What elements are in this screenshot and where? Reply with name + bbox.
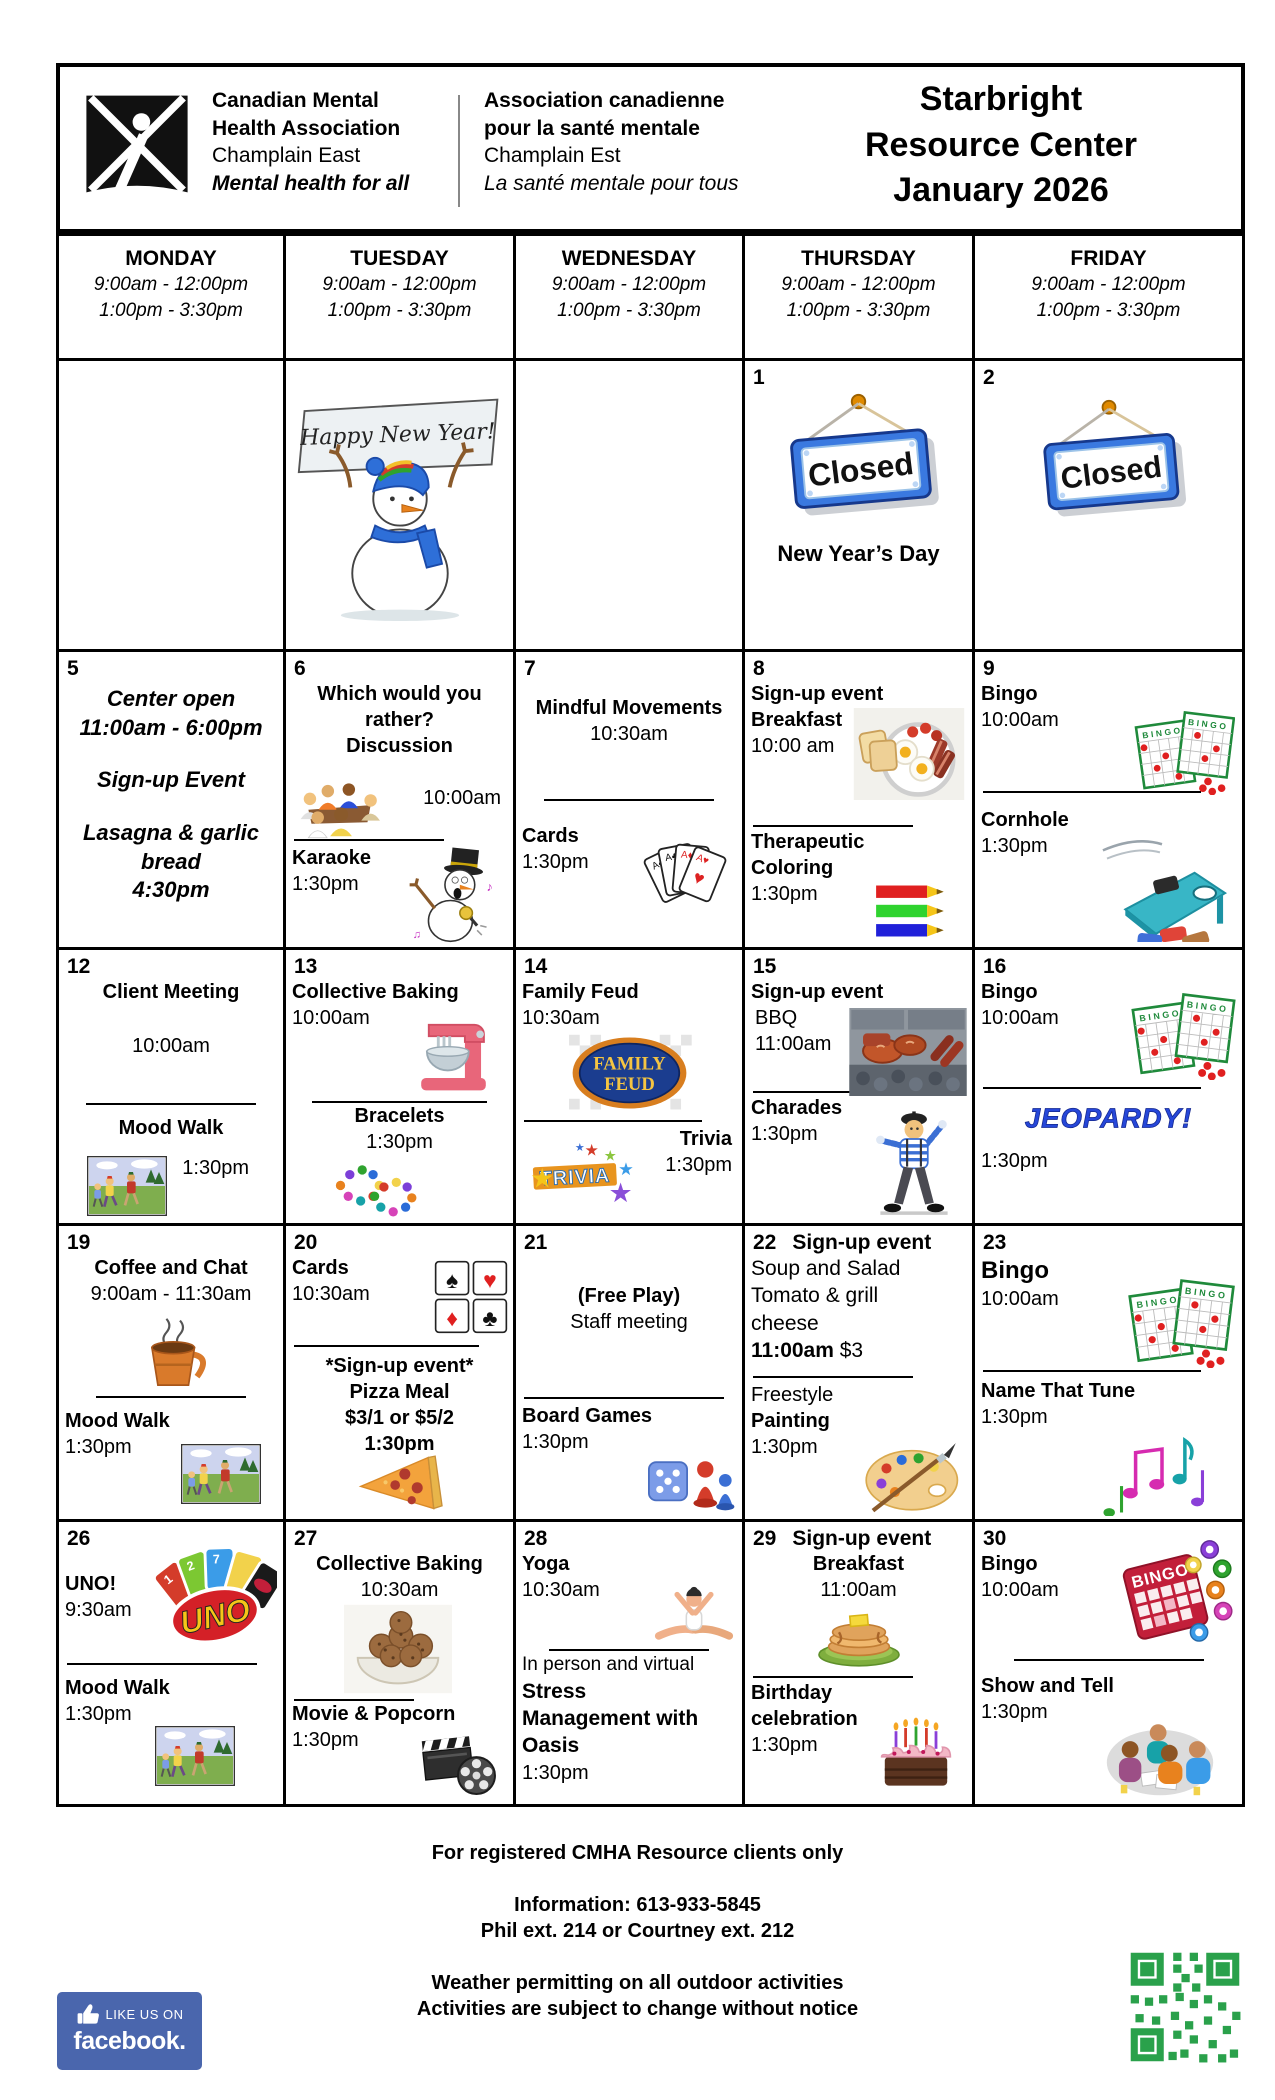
day-number: 26 [67, 1527, 91, 1550]
event-line: Coffee and Chat [94, 1257, 248, 1280]
event-line: 1:30pm [751, 883, 818, 906]
event-line: Management with [522, 1707, 699, 1731]
header-box [56, 63, 1245, 233]
day-number-row [524, 1230, 736, 1255]
day-header-friday [975, 236, 1242, 361]
event-text: 11:00am [751, 1339, 834, 1363]
event-line: Therapeutic [751, 831, 865, 854]
day-number: 9 [983, 657, 995, 680]
event-line: 10:00am [981, 709, 1059, 732]
day-header-hours: 1:00pm - 3:30pm [557, 299, 701, 321]
day-cell-empty [516, 361, 745, 652]
event-line: Which would you [317, 683, 482, 706]
board-games-icon [638, 1432, 738, 1516]
org-line: Champlain Est [484, 144, 621, 168]
icon-row [522, 1033, 736, 1118]
org-tagline: La santé mentale pour tous [484, 172, 739, 196]
day-number: 1 [753, 366, 765, 389]
divider [753, 1376, 913, 1378]
event-line: 1:30pm [981, 1150, 1048, 1173]
event-line: Show and Tell [981, 1675, 1114, 1698]
day-header-hours: 1:00pm - 3:30pm [327, 299, 472, 321]
day-number: 12 [67, 955, 91, 978]
day-number: 2 [983, 366, 995, 389]
closed-sign-icon [776, 392, 941, 517]
org-line: pour la santé mentale [484, 116, 700, 140]
icon-row [65, 1313, 277, 1396]
event-line: 1:30pm [292, 1729, 359, 1752]
day-number-row [294, 1230, 507, 1255]
event-line: Staff meeting [570, 1311, 688, 1334]
event-line: Oasis [522, 1734, 580, 1758]
day-number: 8 [753, 657, 765, 680]
pencils-icon [863, 880, 965, 942]
cornhole-icon [1093, 830, 1233, 942]
day-number: 15 [753, 955, 777, 978]
day-number: 30 [983, 1527, 1007, 1550]
day-number: 22 [753, 1231, 777, 1254]
event-line: (Free Play) [577, 1285, 681, 1308]
day-cell-19 [59, 1226, 286, 1522]
jeopardy-icon [996, 1099, 1221, 1137]
event-line: 1:30pm [364, 1433, 435, 1456]
day-number-row [983, 954, 1236, 979]
event-text: $3 [833, 1339, 864, 1363]
event-line: UNO! [65, 1573, 117, 1596]
event-line: celebration [751, 1708, 858, 1731]
event-line: Bingo [981, 1553, 1038, 1576]
footer-info-phone: Information: 613-933-5845 [514, 1894, 761, 1916]
day-header-hours: 9:00am - 12:00pm [93, 274, 249, 296]
org-line: Canadian Mental [212, 89, 379, 112]
breakfast-icon [853, 708, 965, 800]
event-line: rather? [365, 709, 434, 732]
closed-sign-icon [1029, 398, 1189, 518]
event-line: 10:00am [292, 1007, 370, 1030]
day-number-row [67, 954, 277, 979]
event-line: Charades [751, 1097, 843, 1120]
divider [86, 1103, 256, 1105]
event-line: 1:30pm [981, 1406, 1048, 1429]
bingo-cards-icon [1125, 992, 1237, 1080]
event-line: Mindful Movements [535, 697, 723, 720]
day-number-row [294, 656, 507, 681]
day-number-row [983, 656, 1236, 681]
icon-row [751, 392, 966, 522]
trivia-icon [522, 1138, 647, 1210]
event-line: BBQ [755, 1007, 798, 1030]
event-line: Mood Walk [118, 1117, 224, 1140]
event-line: Cards [292, 1257, 349, 1280]
day-number: 13 [294, 955, 318, 978]
card-suits-icon [434, 1260, 508, 1334]
event-line: Bingo [981, 683, 1038, 706]
divider [67, 1663, 257, 1665]
bingo-cards-icon [1130, 710, 1235, 795]
divider [983, 1370, 1201, 1372]
title-line: Resource Center [864, 125, 1138, 164]
day-header-thursday [745, 236, 975, 361]
event-line: 1:30pm [522, 851, 589, 874]
event-line: Yoga [522, 1553, 570, 1576]
day-header-hours: 1:00pm - 3:30pm [1036, 299, 1181, 321]
day-cell-7 [516, 652, 745, 950]
event-line: Discussion [346, 735, 453, 758]
day-header-label: WEDNESDAY [561, 247, 697, 270]
day-header-monday [59, 236, 286, 361]
day-cell-23 [975, 1226, 1242, 1522]
calendar-grid [56, 233, 1245, 1807]
day-cell-15 [745, 950, 975, 1226]
event-line: 1:30pm [751, 1734, 818, 1757]
footer-note-weather: Weather permitting on all outdoor activities [431, 1972, 844, 1994]
event-line: 9:00am - 11:30am [90, 1283, 252, 1306]
event-line: Soup and Salad [751, 1257, 901, 1281]
day-number: 6 [294, 657, 306, 680]
day-header-hours: 1:00pm - 3:30pm [786, 299, 931, 321]
event-line: Sign-up Event [97, 767, 245, 793]
day-cell-empty [286, 361, 516, 652]
day-number: 27 [294, 1527, 318, 1550]
event-line: *Sign-up event* [325, 1355, 474, 1378]
event-line: Client Meeting [102, 981, 240, 1004]
day-number-row [67, 656, 277, 681]
page-title [781, 77, 1221, 214]
icon-row [292, 389, 507, 629]
group-discussion-icon [292, 774, 387, 844]
day-number-row [983, 365, 1236, 390]
day-cell-26 [59, 1522, 286, 1804]
divider [1014, 1659, 1204, 1661]
mood-walk-icon [147, 1726, 243, 1786]
event-line: 10:00am [981, 1288, 1059, 1311]
day-number-row [753, 1230, 966, 1255]
charades-icon [873, 1108, 955, 1220]
day-number-row [524, 656, 736, 681]
cards-fan-icon [636, 834, 736, 926]
day-cell-28 [516, 1522, 745, 1804]
event-line: 4:30pm [132, 877, 210, 903]
cmha-logo-icon [80, 89, 194, 199]
event-line: Bingo [981, 981, 1038, 1004]
bingo-balls-icon [1113, 1536, 1235, 1642]
day-header-hours: 9:00am - 12:00pm [322, 274, 477, 296]
event-line: Tomato & grill [751, 1284, 879, 1308]
day-header-hours: 9:00am - 12:00pm [1031, 274, 1186, 296]
event-line: Mood Walk [65, 1410, 170, 1433]
day-number-row [983, 1230, 1236, 1255]
facebook-badge[interactable] [57, 1992, 202, 2070]
day-cell-5 [59, 652, 286, 950]
icon-row [751, 1605, 966, 1674]
facebook-wordmark: facebook. [73, 2027, 186, 2055]
spacer [65, 795, 277, 819]
thumbs-up-icon [76, 2002, 100, 2026]
day-number-row [524, 1526, 736, 1551]
divider [96, 1396, 246, 1398]
qr-code[interactable] [1126, 1948, 1244, 2066]
day-cell-8 [745, 652, 975, 950]
event-line: 1:30pm [981, 1701, 1048, 1724]
day-header-label: THURSDAY [801, 247, 916, 270]
day-header-label: FRIDAY [1070, 247, 1147, 270]
pancakes-icon [809, 1605, 909, 1669]
divider [524, 1120, 702, 1122]
footer-note-changes: Activities are subject to change without notice [416, 1998, 859, 2020]
day-cell-21 [516, 1226, 745, 1522]
footer-info-contacts: Phil ext. 214 or Courtney ext. 212 [480, 1920, 795, 1942]
karaoke-snowman-icon [398, 844, 506, 946]
mood-walk-icon [77, 1156, 177, 1216]
divider [544, 799, 714, 801]
mood-walk-icon [171, 1444, 271, 1504]
event-line: Freestyle [751, 1384, 834, 1407]
event-line: Pizza Meal [349, 1381, 450, 1404]
event-line: 10:30am [360, 1579, 439, 1602]
day-header-label: TUESDAY [350, 247, 449, 270]
day-number-row [753, 656, 966, 681]
event-line: 1:30pm [665, 1154, 732, 1177]
spacer [522, 1255, 736, 1283]
spacer [65, 742, 277, 766]
day-number: 21 [524, 1231, 548, 1254]
event-line: 10:00am [981, 1579, 1059, 1602]
day-number-row [753, 1526, 966, 1551]
event-line: 1:30pm [65, 1703, 132, 1726]
day-number: 14 [524, 955, 548, 978]
day-cell-14 [516, 950, 745, 1226]
event-line: Name That Tune [981, 1380, 1136, 1403]
event-line: 9:30am [65, 1599, 132, 1622]
event-line: Stress [522, 1679, 587, 1703]
event-line: Cornhole [981, 809, 1069, 832]
event-line: 1:30pm [751, 1436, 818, 1459]
event-line [751, 1337, 966, 1364]
org-line: Champlain East [212, 144, 361, 168]
coffee-icon [129, 1313, 214, 1391]
divider [294, 1345, 479, 1347]
uno-icon [151, 1544, 277, 1650]
event-line: In person and virtual [522, 1654, 695, 1676]
event-line: Collective Baking [316, 1553, 483, 1576]
day-cell-13 [286, 950, 516, 1226]
day-number-row [753, 954, 966, 979]
org-name-french [484, 87, 739, 198]
day-number: 28 [524, 1527, 548, 1550]
mixer-icon [406, 1002, 501, 1097]
day-cell-empty [59, 361, 286, 652]
event-line: Birthday [751, 1682, 833, 1705]
event-line: Cards [522, 825, 579, 848]
event-line: 11:00am - 6:00pm [79, 714, 263, 740]
palette-icon [861, 1438, 966, 1514]
org-tagline: Mental health for all [212, 172, 410, 196]
event-line: 10:30am [522, 1007, 600, 1030]
event-line: New Year’s Day [777, 541, 940, 567]
day-number-row [294, 1526, 507, 1551]
day-cell-12 [59, 950, 286, 1226]
event-line: 1:30pm [65, 1436, 132, 1459]
event-line: Sign-up event [751, 683, 884, 706]
event-line: Lasagna & garlic [82, 819, 260, 845]
event-line: 10:30am [522, 1579, 600, 1602]
event-line: Sign-up event [751, 981, 884, 1004]
day-cell-6 [286, 652, 516, 950]
pizza-icon [334, 1452, 466, 1514]
day-cell-9 [975, 652, 1242, 950]
day-cell-27 [286, 1522, 516, 1804]
event-line: 1:30pm [522, 1431, 589, 1454]
divider [753, 1676, 913, 1678]
facebook-tagline: LIKE US ON [105, 2006, 184, 2022]
event-line: 1:30pm [751, 1123, 818, 1146]
event-line: 1:30pm [366, 1131, 433, 1154]
bingo-cards-icon [1123, 1278, 1235, 1368]
event-line: 1:30pm [981, 835, 1048, 858]
day-cell-1 [745, 361, 975, 652]
header-divider [458, 95, 460, 207]
cake-icon [863, 1712, 969, 1800]
event-line: Breakfast [812, 1553, 905, 1576]
event-line: cheese [751, 1311, 819, 1335]
org-line: Health Association [212, 116, 401, 140]
day-number: 16 [983, 955, 1007, 978]
event-line: Bingo [981, 1257, 1049, 1285]
event-line: Collective Baking [292, 981, 459, 1004]
day-header-hours: 1:00pm - 3:30pm [99, 299, 243, 321]
day-header-tuesday [286, 236, 516, 361]
day-header-hours: 9:00am - 12:00pm [551, 274, 707, 296]
cookies-icon [344, 1604, 452, 1694]
day-cell-30 [975, 1522, 1242, 1804]
bracelets-icon [314, 1156, 429, 1218]
icon-row [981, 1099, 1236, 1142]
event-line: 10:00 am [751, 735, 835, 758]
divider [524, 1397, 724, 1399]
day-number: 29 [753, 1527, 777, 1550]
event-line: Sign-up event [792, 1231, 932, 1254]
event-line: Mood Walk [65, 1677, 170, 1700]
title-line: Starbright [919, 80, 1083, 118]
day-number: 7 [524, 657, 536, 680]
event-line: Karaoke [292, 847, 371, 870]
day-number: 20 [294, 1231, 318, 1254]
day-number-row [524, 954, 736, 979]
yoga-icon [648, 1578, 740, 1654]
day-cell-20 [286, 1226, 516, 1522]
event-line: $3/1 or $5/2 [345, 1407, 454, 1430]
day-cell-16 [975, 950, 1242, 1226]
event-line: 10:30am [292, 1283, 370, 1306]
day-number: 19 [67, 1231, 91, 1254]
event-line: Board Games [522, 1405, 653, 1428]
event-line: bread [141, 848, 201, 874]
family-feud-icon [567, 1033, 692, 1113]
day-cell-22 [745, 1226, 975, 1522]
divider [983, 1087, 1201, 1089]
day-number-row [67, 1230, 277, 1255]
day-number: 5 [67, 657, 79, 680]
event-line: Bracelets [354, 1105, 445, 1128]
event-line: 1:30pm [182, 1157, 249, 1180]
org-line: Association canadienne [484, 89, 725, 112]
event-line: 1:30pm [292, 873, 359, 896]
title-line: January 2026 [893, 171, 1109, 210]
event-line: Center open [106, 686, 236, 712]
org-name-english [212, 87, 409, 198]
day-cell-2 [975, 361, 1242, 652]
event-line: Sign-up event [792, 1527, 932, 1550]
event-line: Trivia [679, 1128, 732, 1151]
divider [753, 825, 913, 827]
day-cell-29 [745, 1522, 975, 1804]
event-line: 10:30am [590, 723, 668, 746]
day-header-wednesday [516, 236, 745, 361]
snowman-banner-icon [295, 389, 505, 624]
day-number-row [753, 365, 966, 390]
event-line: 11:00am [820, 1579, 897, 1602]
event-line: Family Feud [522, 981, 639, 1004]
event-line: 1:30pm [522, 1761, 589, 1784]
event-line: 10:00am [132, 1035, 210, 1058]
event-line: Movie & Popcorn [292, 1703, 456, 1726]
icon-row [981, 398, 1236, 523]
event-line: 10:00am [423, 787, 501, 810]
event-line: Coloring [751, 857, 834, 880]
day-header-hours: 9:00am - 12:00pm [781, 274, 936, 296]
day-number-row [294, 954, 507, 979]
day-number: 23 [983, 1231, 1007, 1254]
event-line: 11:00am [755, 1033, 832, 1056]
day-header-label: MONDAY [125, 247, 217, 270]
bbq-icon [849, 1008, 967, 1096]
music-notes-icon [1103, 1428, 1221, 1516]
show-tell-icon [1101, 1714, 1219, 1798]
event-line: Breakfast [751, 709, 843, 732]
event-line: Painting [751, 1410, 830, 1433]
event-line: 10:00am [981, 1007, 1059, 1030]
movie-icon [408, 1732, 508, 1798]
footer-note-clients: For registered CMHA Resource clients only [431, 1842, 844, 1864]
